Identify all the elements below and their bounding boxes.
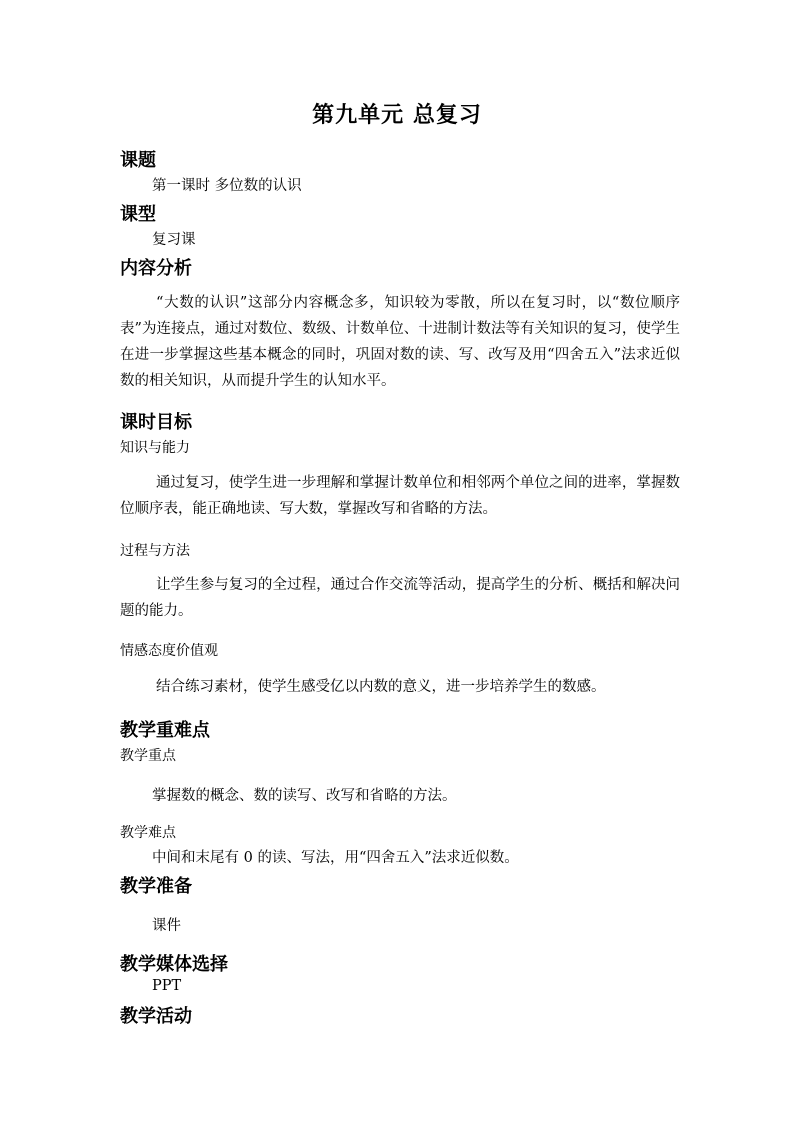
activities-heading: 教学活动 [120,1006,192,1027]
process-method-paragraph: 让学生参与复习的全过程，通过合作交流等活动，提高学生的分析、概括和解决问题的能力。 [120,577,680,619]
topic-value: 第一课时 多位数的认识 [152,178,302,194]
teaching-focus-label: 教学重点 [120,748,176,764]
objectives-heading: 课时目标 [120,412,192,433]
page-title: 第九单元 总复习 [312,103,482,128]
analysis-heading: 内容分析 [120,258,192,279]
knowledge-ability-label: 知识与能力 [120,440,190,456]
type-heading: 课型 [120,204,156,225]
knowledge-ability-paragraph: 通过复习，使学生进一步理解和掌握计数单位和相邻两个单位之间的进率，掌握数位顺序表，能正确地读、写大数，掌握改写和省略的方法。 [120,475,680,517]
analysis-paragraph: “大数的认识”这部分内容概念多，知识较为零散，所以在复习时，以“数位顺序表”为连接点，通过对数位、数级、计数单位、十进制计数法等有关知识的复习，使学生在进一步掌握这些基本概念的同时，巩固对数的读、写、改写及用“四舍五入”法求近似数的相关知识，从而提升学生的认知水平。 [120,295,680,389]
media-heading: 教学媒体选择 [120,954,228,975]
key-points-heading: 教学重难点 [120,720,210,741]
teaching-difficulty-text: 中间和末尾有 0 的读、写法，用“四舍五入”法求近似数。 [152,850,519,866]
process-method-label: 过程与方法 [120,543,190,559]
type-value: 复习课 [152,232,196,248]
teaching-difficulty-label: 教学难点 [120,825,176,841]
teaching-focus-text: 掌握数的概念、数的读写、改写和省略的方法。 [152,788,457,804]
preparation-value: 课件 [152,918,181,934]
media-value: PPT [152,978,182,994]
emotion-values-label: 情感态度价值观 [120,643,218,659]
topic-heading: 课题 [120,150,156,171]
emotion-values-paragraph: 结合练习素材，使学生感受亿以内数的意义，进一步培养学生的数感。 [156,679,606,695]
preparation-heading: 教学准备 [120,876,192,897]
